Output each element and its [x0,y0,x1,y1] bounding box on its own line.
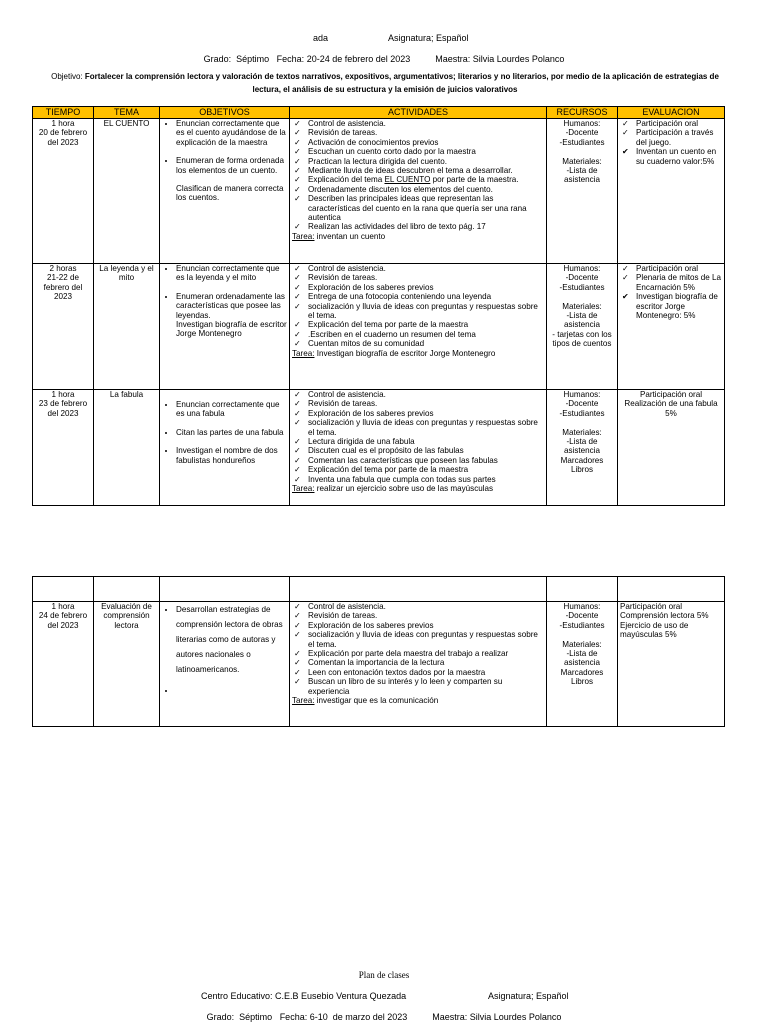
activity-item: ✓ socialización y lluvia de ideas con preguntas y respuestas sobre el tema. [292,418,544,437]
empty-header-row [33,577,725,602]
header-recursos: RECURSOS [547,107,618,119]
tarea [292,484,544,493]
header-tiempo: TIEMPO [33,107,94,119]
tarea-label: Tarea: [292,696,315,706]
actividades-cell [290,264,547,390]
activity-item: ✓ Revisión de tareas. [292,399,544,408]
header-grade-date-teacher: Grado: Séptimo Fecha: 20-24 de febrero del 2023 Maestra: Silvia Lourdes Polanco [203,54,565,64]
header-actividades: ACTIVIDADES [290,107,547,119]
empty-cell [547,577,618,602]
header-objetivos: OBJETIVOS [160,107,290,119]
activity-item: ✓ Leen con entonación textos dados por la maestra [292,668,544,677]
footer-title: Plan de clases [358,970,410,980]
table-row [33,390,725,506]
activity-item: ✓ Discuten cual es el propósito de las fabulas [292,446,544,455]
tiempo-cell: 2 horas 21-22 de febrero del 2023 [33,264,94,390]
evaluation-item: ✔ Investigan biografía de escritor Jorge Montenegro: 5% [620,292,722,320]
objective-item: • Enuncian correctamente que es una fabula [176,400,287,419]
objective-label: Objetivo: [51,72,83,81]
activity-item: ✓ Mediante lluvia de ideas descubren el tema a desarrollar. [292,166,544,175]
activity-item: ✓ Explicación por parte dela maestra del trabajo a realizar [292,649,544,658]
activity-item: ✓ Revisión de tareas. [292,611,544,620]
activity-item: ✓ Describen las principales ideas que representan las características del cuento en la rana que quería ser una rana autentica [292,194,544,222]
empty-cell [618,577,725,602]
header-tema: TEMA [94,107,160,119]
tema-cell: La leyenda y el mito [94,264,160,390]
table-header-row [33,107,725,119]
evaluacion-cell [618,264,725,390]
recursos-cell: Humanos: -Docente -Estudiantes Materiales: -Lista de asistencia [547,119,618,264]
activity-item [292,175,544,184]
footer-subject: Asignatura; Español [488,991,569,1001]
activity-item: ✓ Entrega de una fotocopia conteniendo una leyenda [292,292,544,301]
activity-underlined: EL CUENTO [384,175,431,185]
evaluation-item: ✓ Participación oral [620,264,722,273]
activity-item: ✓ Comentan la importancia de la lectura [292,658,544,667]
activity-item: ✓ Control de asistencia. [292,390,544,399]
tarea [292,232,544,241]
tema-cell: La fabula [94,390,160,506]
table-row [33,119,725,264]
tarea-text: investigar que es la comunicación [316,696,439,706]
activity-item: ✓ Exploración de los saberes previos [292,283,544,292]
activity-item: ✓ Exploración de los saberes previos [292,621,544,630]
activity-item: ✓ Explicación del tema por parte de la maestra [292,320,544,329]
activity-item: ✓ Revisión de tareas. [292,128,544,137]
evaluation-item: ✓ Plenaria de mitos de La Encarnación 5% [620,273,722,292]
evaluacion-cell [618,119,725,264]
objetivos-cell [160,264,290,390]
objective-item [176,686,287,695]
tarea-label: Tarea: [292,348,315,358]
tarea [292,349,544,358]
objective-item: Investigan biografía de escritor Jorge Montenegro [176,320,287,339]
recursos-cell: Humanos: -Docente -Estudiantes Materiales: -Lista de asistencia - tarjetas con los tipos de cuentos [547,264,618,390]
activity-item: ✓ Activación de conocimientos previos [292,138,544,147]
activity-item: ✓ Comentan las características que poseen las fabulas [292,456,544,465]
recursos-cell: Humanos: -Docente -Estudiantes Materiales: -Lista de asistencia Marcadores Libros [547,390,618,506]
objective-item: • Enuncian correctamente que es el cuento ayudándose de la explicación de la maestra [176,119,287,147]
evaluacion-cell: Participación oral Realización de una fabula 5% [618,390,725,506]
lesson-plan-table-2 [32,576,725,727]
activity-item: ✓ socialización y lluvia de ideas con preguntas y respuestas sobre el tema. [292,630,544,649]
evaluation-item: ✔ Inventan un cuento en su cuaderno valor:5% [620,147,722,166]
objective-item: Clasifican de manera correcta los cuentos. [176,184,284,203]
activity-item: ✓ Ordenadamente discuten los elementos del cuento. [292,185,544,194]
tarea-text: Investigan biografía de escritor Jorge Montenegro [316,348,496,358]
footer-school: Centro Educativo: C.E.B Eusebio Ventura Quezada [201,991,407,1001]
objective-item: • Citan las partes de una fabula [176,428,287,437]
activity-item: ✓ socialización y lluvia de ideas con preguntas y respuestas sobre el tema. [292,302,544,321]
objective [40,70,730,96]
empty-cell [94,577,160,602]
tema-cell: Evaluación de comprensión lectora [94,602,160,727]
objetivos-cell [160,119,290,264]
activity-item: ✓ Revisión de tareas. [292,273,544,282]
objective-item: • Enumeran de forma ordenada los elementos de un cuento. [176,156,287,175]
empty-cell [33,577,94,602]
table-row [33,602,725,727]
activity-item: ✓ Escuchan un cuento corto dado por la maestra [292,147,544,156]
evaluation-item: ✓ Participación a través del juego. [620,128,722,147]
header-subject: Asignatura; Español [388,33,469,43]
recursos-cell: Humanos: -Docente -Estudiantes Materiales: -Lista de asistencia Marcadores Libros [547,602,618,727]
objective-item: • Enumeran ordenadamente las características que posee las leyendas. [176,292,287,320]
tarea [292,696,544,705]
activity-item: ✓ Lectura dirigida de una fabula [292,437,544,446]
objective-text: Fortalecer la comprensión lectora y valoración de textos narrativos, expositivos, argumentativos; literarios y no literarios, por medio de la aplicación de estrategias de lectura, el análisis de su estructura y la emisión de juicios valorativos [84,72,719,94]
actividades-cell [290,119,547,264]
tiempo-cell: 1 hora 20 de febrero del 2023 [33,119,94,264]
lesson-plan-table [32,106,725,506]
activity-item: ✓ .Escriben en el cuaderno un resumen del tema [292,330,544,339]
tiempo-cell: 1 hora 23 de febrero del 2023 [33,390,94,506]
actividades-cell [290,390,547,506]
activity-item: ✓ Practican la lectura dirigida del cuento. [292,157,544,166]
tarea-label: Tarea: [292,484,315,494]
header-ada: ada [313,33,329,43]
activity-text: Explicación del tema [308,175,383,185]
table-row [33,264,725,390]
objective-item: • Desarrollan estrategias de comprensión lectora de obras literarias como de autoras y autores nacionales o latinoamericanos. [176,602,287,677]
activity-item: ✓ Buscan un libro de su interés y lo leen y comparten su experiencia [292,677,544,696]
actividades-cell [290,602,547,727]
activity-item: ✓ Control de asistencia. [292,602,544,611]
evaluacion-cell: Participación oral Comprensión lectora 5% Ejercicio de uso de mayúsculas 5% [618,602,725,727]
empty-cell [160,577,290,602]
tiempo-cell: 1 hora 24 de febrero del 2023 [33,602,94,727]
evaluation-item: ✓ Participación oral [620,119,722,128]
tarea-text: realizar un ejercicio sobre uso de las mayúsculas [316,484,494,494]
empty-cell [290,577,547,602]
activity-item: ✓ Control de asistencia. [292,264,544,273]
activity-item: ✓ Control de asistencia. [292,119,544,128]
activity-item: ✓ Exploración de los saberes previos [292,409,544,418]
tema-cell: EL CUENTO [94,119,160,264]
footer-grade-date-teacher: Grado: Séptimo Fecha: 6-10 de marzo del 2023 Maestra: Silvia Lourdes Polanco [206,1012,562,1022]
activity-item: ✓ Realizan las actividades del libro de texto pág. 17 [292,222,544,231]
objetivos-cell [160,602,290,727]
tarea-text: inventan un cuento [316,231,386,241]
activity-suffix: por parte de la maestra. [432,175,519,185]
objetivos-cell [160,390,290,506]
tarea-label: Tarea: [292,231,315,241]
activity-item: ✓ Inventa una fabula que cumpla con todas sus partes [292,475,544,484]
activity-item: ✓ Explicación del tema por parte de la maestra [292,465,544,474]
header-evaluacion: EVALUACION [618,107,725,119]
objective-item: • Enuncian correctamente que es la leyenda y el mito [176,264,287,283]
activity-item: ✓ Cuentan mitos de su comunidad [292,339,544,348]
objective-item: • Investigan el nombre de dos fabulistas hondureños [176,446,287,465]
